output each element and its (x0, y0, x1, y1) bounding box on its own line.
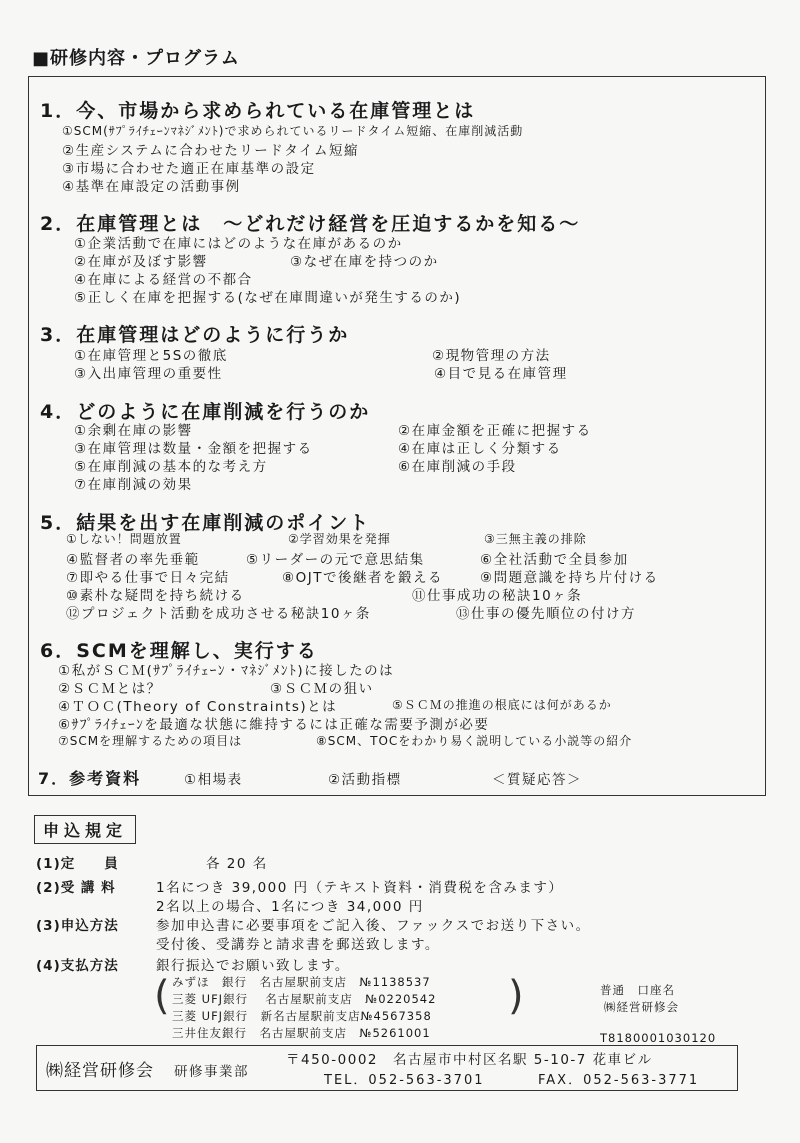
s3-item-1: ①在庫管理と5Sの徹底 (74, 348, 228, 364)
apply-line-2: 受付後、受講券と請求書を郵送致します。 (156, 937, 440, 953)
s6-item-1: ①私がＳＣＭ(ｻﾌﾟﾗｲﾁｪｰﾝ・ﾏﾈｼﾞﾒﾝﾄ)に接したのは (58, 663, 395, 679)
s6-item-7: ⑦SCMを理解するための項目は (58, 734, 243, 748)
s5-item-8: ⑧OJTで後継者を鍛える (282, 570, 443, 586)
s5-item-7: ⑦即やる仕事で日々完結 (66, 570, 230, 586)
capacity-value: 各 20 名 (206, 856, 268, 872)
s2-item-1: ①企業活動で在庫にはどのような在庫があるのか (74, 236, 403, 252)
s3-item-2: ②現物管理の方法 (432, 348, 551, 364)
apply-line-1: 参加申込書に必要事項をご記入後、ファックスでお送り下さい。 (156, 918, 591, 934)
s1-item-1: ①SCM(ｻﾌﾟﾗｲﾁｪｰﾝﾏﾈｼﾞﾒﾝﾄ)で求められているリードタイム短縮、在庫削減活動 (62, 124, 524, 138)
s6-item-4: ④ＴＯＣ(Theory of Constraints)とは (58, 699, 338, 715)
bank-2: 三菱 UFJ銀行 名古屋駅前支店 №0220542 (172, 992, 437, 1006)
s2-item-4: ④在庫による経営の不都合 (74, 272, 253, 288)
s4-item-4: ④在庫は正しく分類する (398, 441, 562, 457)
section-1-title: 1．今、市場から求められている在庫管理とは (40, 100, 476, 122)
s6-item-3: ③ＳＣＭの狙い (270, 681, 374, 697)
payment-line-1: 銀行振込でお願い致します。 (156, 958, 350, 974)
org-name: ㈱経営研修会 (46, 1061, 154, 1081)
fee-label: (2)受 講 料 (36, 880, 116, 896)
section-2-title: 2．在庫管理とは ～どれだけ経営を圧迫するかを知る～ (40, 213, 581, 235)
s7-item-1: ①相場表 (184, 772, 243, 788)
section-3-title: 3．在庫管理はどのように行うか (40, 324, 350, 346)
s6-item-8: ⑧SCM、TOCをわかり易く説明している小説等の紹介 (316, 734, 633, 748)
s5-item-11: ⑪仕事成功の秘訣10ヶ条 (412, 588, 583, 604)
page-title: ■研修内容・プログラム (32, 48, 240, 69)
fee-line-2: 2名以上の場合、1名につき 34,000 円 (156, 899, 424, 915)
s5-item-5: ⑤リーダーの元で意思結集 (246, 552, 425, 568)
s1-item-2: ②生産システムに合わせたリードタイム短縮 (62, 143, 359, 159)
section-6-title: 6．SCMを理解し、実行する (40, 640, 318, 662)
s4-item-1: ①余剰在庫の影響 (74, 423, 193, 439)
s7-item-2: ②活動指標 (328, 772, 402, 788)
s2-item-3: ③なぜ在庫を持つのか (290, 254, 439, 270)
s6-item-2: ②ＳＣＭとは？ (58, 681, 162, 697)
apply-label: (3)申込方法 (36, 918, 119, 934)
s6-item-6: ⑥ｻﾌﾟﾗｲﾁｪｰﾝを最適な状態に維持するには正確な需要予測が必要 (58, 717, 490, 733)
s5-item-4: ④監督者の率先垂範 (66, 552, 200, 568)
s5-item-6: ⑥全社活動で全員参加 (480, 552, 629, 568)
s1-item-3: ③市場に合わせた適正在庫基準の設定 (62, 161, 316, 177)
org-tel: TEL．052-563-3701 (324, 1073, 485, 1088)
bank-1: みずほ 銀行 名古屋駅前支店 №1138537 (172, 975, 431, 989)
account-type: 普通 口座名 (600, 983, 675, 997)
fee-line-1: 1名につき 39,000 円（テキスト資料・消費税を含みます） (156, 880, 564, 896)
s5-item-1: ①しない！問題放置 (66, 532, 182, 546)
bank-3: 三菱 UFJ銀行 新名古屋駅前支店№4567358 (172, 1009, 432, 1023)
s3-item-4: ④目で見る在庫管理 (434, 366, 568, 382)
org-dept: 研修事業部 (174, 1064, 249, 1080)
section-4-title: 4．どのように在庫削減を行うのか (40, 401, 371, 423)
s2-item-5: ⑤正しく在庫を把握する(なぜ在庫間違いが発生するのか) (74, 290, 462, 306)
s4-item-7: ⑦在庫削減の効果 (74, 477, 193, 493)
account-name: ㈱経営研修会 (604, 1000, 679, 1014)
s2-item-2: ②在庫が及ぼす影響 (74, 254, 208, 270)
org-address: 〒450-0002 名古屋市中村区名駅 5-10-7 花車ビル (286, 1052, 653, 1068)
capacity-label: (1)定 員 (36, 856, 119, 872)
s4-item-6: ⑥在庫削減の手段 (398, 459, 517, 475)
s4-item-3: ③在庫管理は数量・金額を把握する (74, 441, 313, 457)
right-brace: ) (508, 973, 524, 1019)
s5-item-3: ③三無主義の排除 (484, 532, 587, 546)
s5-item-13: ⑬仕事の優先順位の付け方 (456, 606, 636, 622)
payment-label: (4)支払方法 (36, 958, 119, 974)
s5-item-9: ⑨問題意識を持ち片付ける (480, 570, 659, 586)
s4-item-2: ②在庫金額を正確に把握する (398, 423, 592, 439)
section-5-title: 5．結果を出す在庫削減のポイント (40, 512, 371, 534)
registration-number: T8180001030120 (600, 1031, 717, 1045)
section-7-title: 7．参考資料 (38, 769, 142, 788)
left-brace: ( (154, 973, 170, 1019)
s5-item-10: ⑩素朴な疑問を持ち続ける (66, 588, 245, 604)
org-fax: FAX．052-563-3771 (538, 1073, 700, 1088)
rules-title: 申込規定 (34, 815, 136, 844)
s6-item-5: ⑤ＳＣＭの推進の根底には何があるか (392, 698, 612, 712)
s4-item-5: ⑤在庫削減の基本的な考え方 (74, 459, 268, 475)
s5-item-12: ⑫プロジェクト活動を成功させる秘訣10ヶ条 (66, 606, 371, 622)
s1-item-4: ④基準在庫設定の活動事例 (62, 179, 241, 195)
s5-item-2: ②学習効果を発揮 (288, 532, 391, 546)
s3-item-3: ③入出庫管理の重要性 (74, 366, 223, 382)
bank-4: 三井住友銀行 名古屋駅前支店 №5261001 (172, 1026, 431, 1040)
s7-item-3: ＜質疑応答＞ (492, 772, 582, 788)
